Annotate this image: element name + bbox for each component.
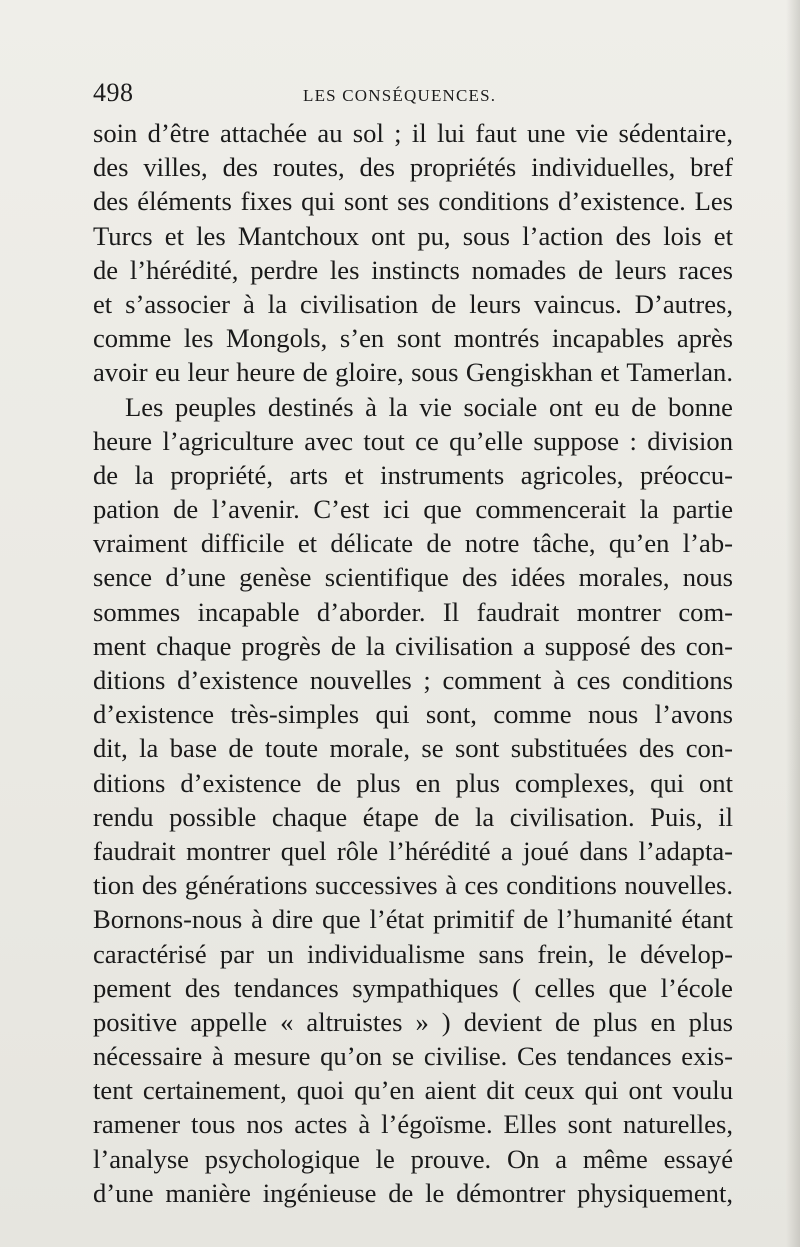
text-line: faudrait montrer quel rôle l’hérédité a joué dans l’adapta- <box>93 835 733 866</box>
running-title: LES CONSÉQUENCES. <box>303 86 497 105</box>
text-line: sommes incapable d’aborder. Il faudrait montrer com- <box>93 596 733 627</box>
text-line: dit, la base de toute morale, se sont substituées des con- <box>93 733 733 764</box>
text-line: rendu possible chaque étape de la civilisation. Puis, il <box>93 801 733 832</box>
text-line: de l’hérédité, perdre les instincts nomades de leurs races <box>93 254 733 285</box>
text-line: d’une manière ingénieuse de le démontrer physiquement, <box>93 1177 733 1208</box>
paragraph-1 <box>93 116 733 390</box>
page-edge-shadow <box>786 0 800 1247</box>
text-line: et s’associer à la civilisation de leurs vaincus. D’autres, <box>93 288 733 319</box>
text-line: Les peuples destinés à la vie sociale ont eu de bonne <box>125 391 733 422</box>
text-line: pation de l’avenir. C’est ici que commencerait la partie <box>93 494 733 525</box>
text-line: Bornons-nous à dire que l’état primitif de l’humanité étant <box>93 904 733 935</box>
text-line: comme les Mongols, s’en sont montrés incapables après <box>93 323 733 354</box>
text-line: nécessaire à mesure qu’on se civilise. Ces tendances exis- <box>93 1041 733 1072</box>
text-line: sence d’une genèse scientifique des idées morales, nous <box>93 562 733 593</box>
text-line: tent certainement, quoi qu’en aient dit ceux qui ont voulu <box>93 1075 733 1106</box>
body-text <box>93 116 733 1210</box>
text-line: de la propriété, arts et instruments agricoles, préoccu- <box>93 459 733 490</box>
text-line: ment chaque progrès de la civilisation a supposé des con- <box>93 630 733 661</box>
text-line: ramener tous nos actes à l’égoïsme. Elles sont naturelles, <box>93 1109 733 1140</box>
text-line: heure l’agriculture avec tout ce qu’elle suppose : division <box>93 425 733 456</box>
text-line: des villes, des routes, des propriétés individuelles, bref <box>93 152 733 183</box>
text-line: tion des générations successives à ces conditions nouvelles. <box>93 870 733 901</box>
text-line: Turcs et les Mantchoux ont pu, sous l’action des lois et <box>93 220 733 251</box>
text-line: soin d’être attachée au sol ; il lui faut une vie sédentaire, <box>93 118 733 148</box>
text-line: l’analyse psychologique le prouve. On a même essayé <box>93 1143 733 1174</box>
text-line: pement des tendances sympathiques ( celles que l’école <box>93 972 733 1003</box>
paragraph-2 <box>93 390 733 1211</box>
page-number: 498 <box>93 78 134 107</box>
text-line: vraiment difficile et délicate de notre tâche, qu’en l’ab- <box>93 528 733 559</box>
running-head <box>93 78 733 118</box>
text-line: positive appelle « altruistes » ) devient de plus en plus <box>93 1006 733 1037</box>
text-line: caractérisé par un individualisme sans frein, le dévelop- <box>93 938 733 969</box>
text-line: ditions d’existence nouvelles ; comment à ces conditions <box>93 665 733 695</box>
text-line: ditions d’existence de plus en plus complexes, qui ont <box>93 767 733 798</box>
text-line: d’existence très-simples qui sont, comme nous l’avons <box>93 699 733 730</box>
text-line: des éléments fixes qui sont ses conditions d’existence. Les <box>93 186 733 217</box>
text-line: avoir eu leur heure de gloire, sous Gengiskhan et Tamerlan. <box>93 357 733 388</box>
